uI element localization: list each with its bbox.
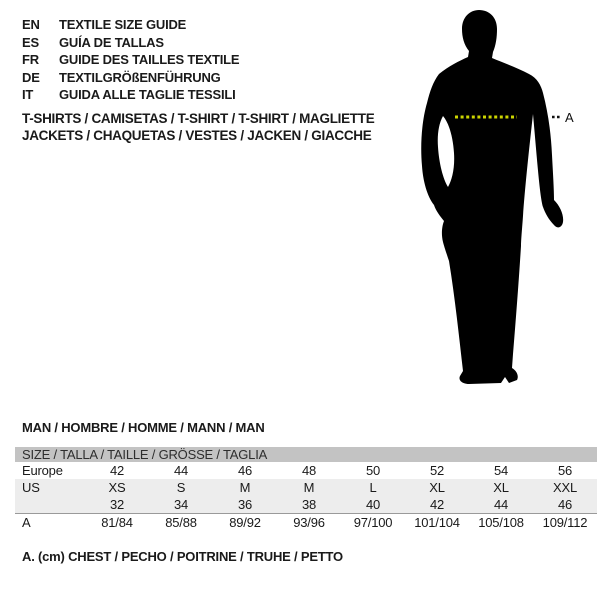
table-cell: 56 [557,463,573,478]
table-cell: 85/88 [165,515,197,530]
row-label: US [22,480,40,495]
man-silhouette-svg [412,6,577,396]
language-code: EN [22,17,40,32]
row-label: Europe [22,463,63,478]
table-cell: XS [108,480,126,495]
table-cell: 38 [301,497,317,512]
table-row-us [15,479,597,496]
table-cell: S [176,480,186,495]
category-jackets: JACKETS / CHAQUETAS / VESTES / JACKEN / GIACCHE [22,128,372,143]
list-item [22,86,239,104]
table-cell: 44 [173,463,189,478]
language-text: GUÍA DE TALLAS [59,34,164,50]
table-cell: M [303,480,315,495]
table-cell: 97/100 [353,515,393,530]
language-text: TEXTILGRÖßENFÜHRUNG [59,69,221,85]
list-item [22,69,239,87]
measure-label-a: A [565,110,574,125]
language-code: FR [22,52,39,67]
language-text: GUIDA ALLE TAGLIE TESSILI [59,87,236,102]
man-silhouette-body [421,10,563,384]
table-cell: 46 [557,497,573,512]
table-cell: M [239,480,251,495]
garment-categories [22,110,374,144]
list-item [22,34,239,52]
language-code: DE [22,69,40,85]
size-table [15,447,597,531]
table-row-europe [15,462,597,479]
language-text: GUIDE DES TAILLES TEXTILE [59,52,240,67]
language-list [22,16,239,104]
table-cell: 42 [109,463,125,478]
table-cell: 101/104 [414,515,460,530]
table-cell: 40 [365,497,381,512]
list-item [22,51,239,69]
table-cell: 44 [493,497,509,512]
table-cell: 46 [237,463,253,478]
language-code: IT [22,87,34,102]
table-cell: 36 [237,497,253,512]
table-cell: 81/84 [101,515,133,530]
table-cell: XXL [553,480,577,495]
table-cell: 50 [365,463,381,478]
table-cell: XL [493,480,509,495]
table-cell: 109/112 [542,515,588,530]
table-cell: 34 [173,497,189,512]
size-table-header: SIZE / TALLA / TAILLE / GRÖSSE / TAGLIA [15,447,597,462]
man-silhouette-figure [412,6,577,396]
table-cell: 32 [109,497,125,512]
row-label: A [22,515,31,530]
table-cell: 105/108 [478,515,524,530]
section-title-man: MAN / HOMBRE / HOMME / MANN / MAN [22,420,265,435]
language-code: ES [22,34,39,50]
table-cell: 52 [429,463,445,478]
table-cell: 93/96 [293,515,325,530]
table-cell: 42 [429,497,445,512]
row-label [15,496,85,513]
table-cell: 48 [301,463,317,478]
table-cell: 54 [493,463,509,478]
table-cell: XL [429,480,445,495]
list-item [22,16,239,34]
table-row-chest-a [15,513,597,531]
measurement-footnote: A. (cm) CHEST / PECHO / POITRINE / TRUHE / PETTO [22,549,343,564]
table-row-numeric [15,496,597,513]
language-text: TEXTILE SIZE GUIDE [59,17,187,32]
category-tshirts: T-SHIRTS / CAMISETAS / T-SHIRT / T-SHIRT / MAGLIETTE [22,111,375,126]
table-cell: 89/92 [229,515,261,530]
table-cell: L [369,480,377,495]
